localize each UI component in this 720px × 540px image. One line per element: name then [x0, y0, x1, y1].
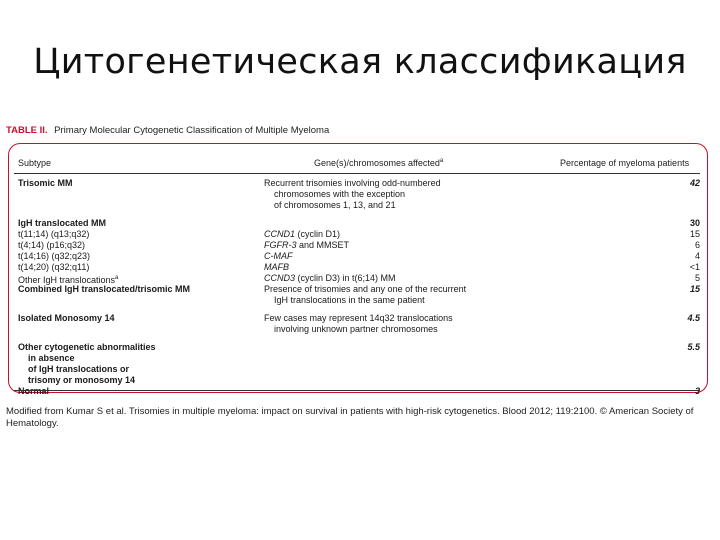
cell-subtype: Isolated Monosomy 14 — [18, 313, 115, 323]
table-body — [8, 178, 704, 397]
table-row — [8, 353, 704, 364]
cell-subtype: of IgH translocations or — [28, 364, 130, 374]
header-percentage: Percentage of myeloma patients — [560, 158, 690, 168]
cell-genes: involving unknown partner chromosomes — [274, 324, 438, 334]
table-row — [8, 200, 704, 211]
cell-subtype: t(4;14) (p16;q32) — [18, 240, 86, 250]
cell-percentage: 4 — [694, 251, 700, 261]
cell-genes: of chromosomes 1, 13, and 21 — [274, 200, 396, 210]
table-row — [8, 386, 704, 397]
cell-genes: CCND1 (cyclin D1) — [264, 229, 341, 239]
header-divider — [14, 173, 700, 174]
cell-percentage: 5.5 — [687, 342, 700, 352]
cell-percentage: 30 — [689, 218, 700, 228]
table-row — [8, 229, 704, 240]
cell-percentage: 4.5 — [687, 313, 700, 323]
table-footnote: Modified from Kumar S et al. Trisomies in multiple myeloma: impact on survival in patients with high-risk cytogenetics. Blood 2012; 119:2100. © American Society of Hematology. — [6, 406, 694, 429]
table-row — [8, 364, 704, 375]
cell-percentage: 15 — [689, 284, 700, 294]
cell-subtype: trisomy or monosomy 14 — [28, 375, 136, 385]
cell-subtype: Normal — [18, 386, 50, 396]
table-row — [8, 240, 704, 251]
table-row — [8, 273, 704, 284]
table-row — [8, 262, 704, 273]
cell-percentage: 15 — [689, 229, 700, 239]
cell-genes: C-MAF — [264, 251, 293, 261]
cell-subtype: t(14;16) (q32;q23) — [18, 251, 91, 261]
cell-subtype: Other IgH translocations$^a$ — [18, 275, 119, 285]
table-row — [8, 335, 704, 342]
table-row — [8, 189, 704, 200]
table-label: TABLE II. — [6, 125, 48, 136]
cell-subtype: Combined IgH translocated/trisomic MM — [18, 284, 191, 294]
cell-genes: Few cases may represent 14q32 translocations — [264, 313, 453, 323]
cell-subtype: t(14;20) (q32;q11) — [18, 262, 90, 272]
table-row — [8, 375, 704, 386]
cell-genes: Presence of trisomies and any one of the recurrent — [264, 284, 467, 294]
table-row — [8, 313, 704, 324]
table-row — [8, 251, 704, 262]
table-header — [8, 158, 704, 171]
table-bottom-divider — [14, 390, 700, 391]
table-row — [8, 284, 704, 295]
cell-genes: FGFR-3 and MMSET — [264, 240, 350, 250]
table-caption-text: Primary Molecular Cytogenetic Classification of Multiple Myeloma — [54, 125, 330, 136]
table-caption — [6, 125, 329, 136]
cell-subtype: Other cytogenetic abnormalities — [18, 342, 156, 352]
table-row — [8, 324, 704, 335]
cell-genes: IgH translocations in the same patient — [274, 295, 425, 305]
table-row — [8, 218, 704, 229]
cell-subtype: Trisomic MM — [18, 178, 73, 188]
cell-genes: MAFB — [264, 262, 290, 272]
table-row — [8, 306, 704, 313]
cell-subtype: IgH translocated MM — [18, 218, 107, 228]
table-row — [8, 295, 704, 306]
cell-subtype: t(11;14) (q13;q32) — [18, 229, 90, 239]
cell-genes: Recurrent trisomies involving odd-numbered — [264, 178, 441, 188]
cell-percentage: 5 — [694, 273, 700, 283]
table-row — [8, 178, 704, 189]
cell-subtype: in absence — [28, 353, 75, 363]
cell-genes: CCND3 (cyclin D3) in t(6;14) MM — [264, 273, 396, 283]
header-genes: Gene(s)/chromosomes affected$^a$ — [314, 158, 444, 168]
table-row — [8, 342, 704, 353]
table-row — [8, 211, 704, 218]
slide-title: Цитогенетическая классификация — [33, 42, 687, 82]
cell-percentage: <1 — [689, 262, 700, 272]
cell-percentage: 6 — [694, 240, 700, 250]
header-subtype: Subtype — [18, 158, 52, 168]
cell-genes: chromosomes with the exception — [274, 189, 406, 199]
cell-percentage: 42 — [689, 178, 700, 188]
cell-percentage: 3 — [694, 386, 700, 396]
